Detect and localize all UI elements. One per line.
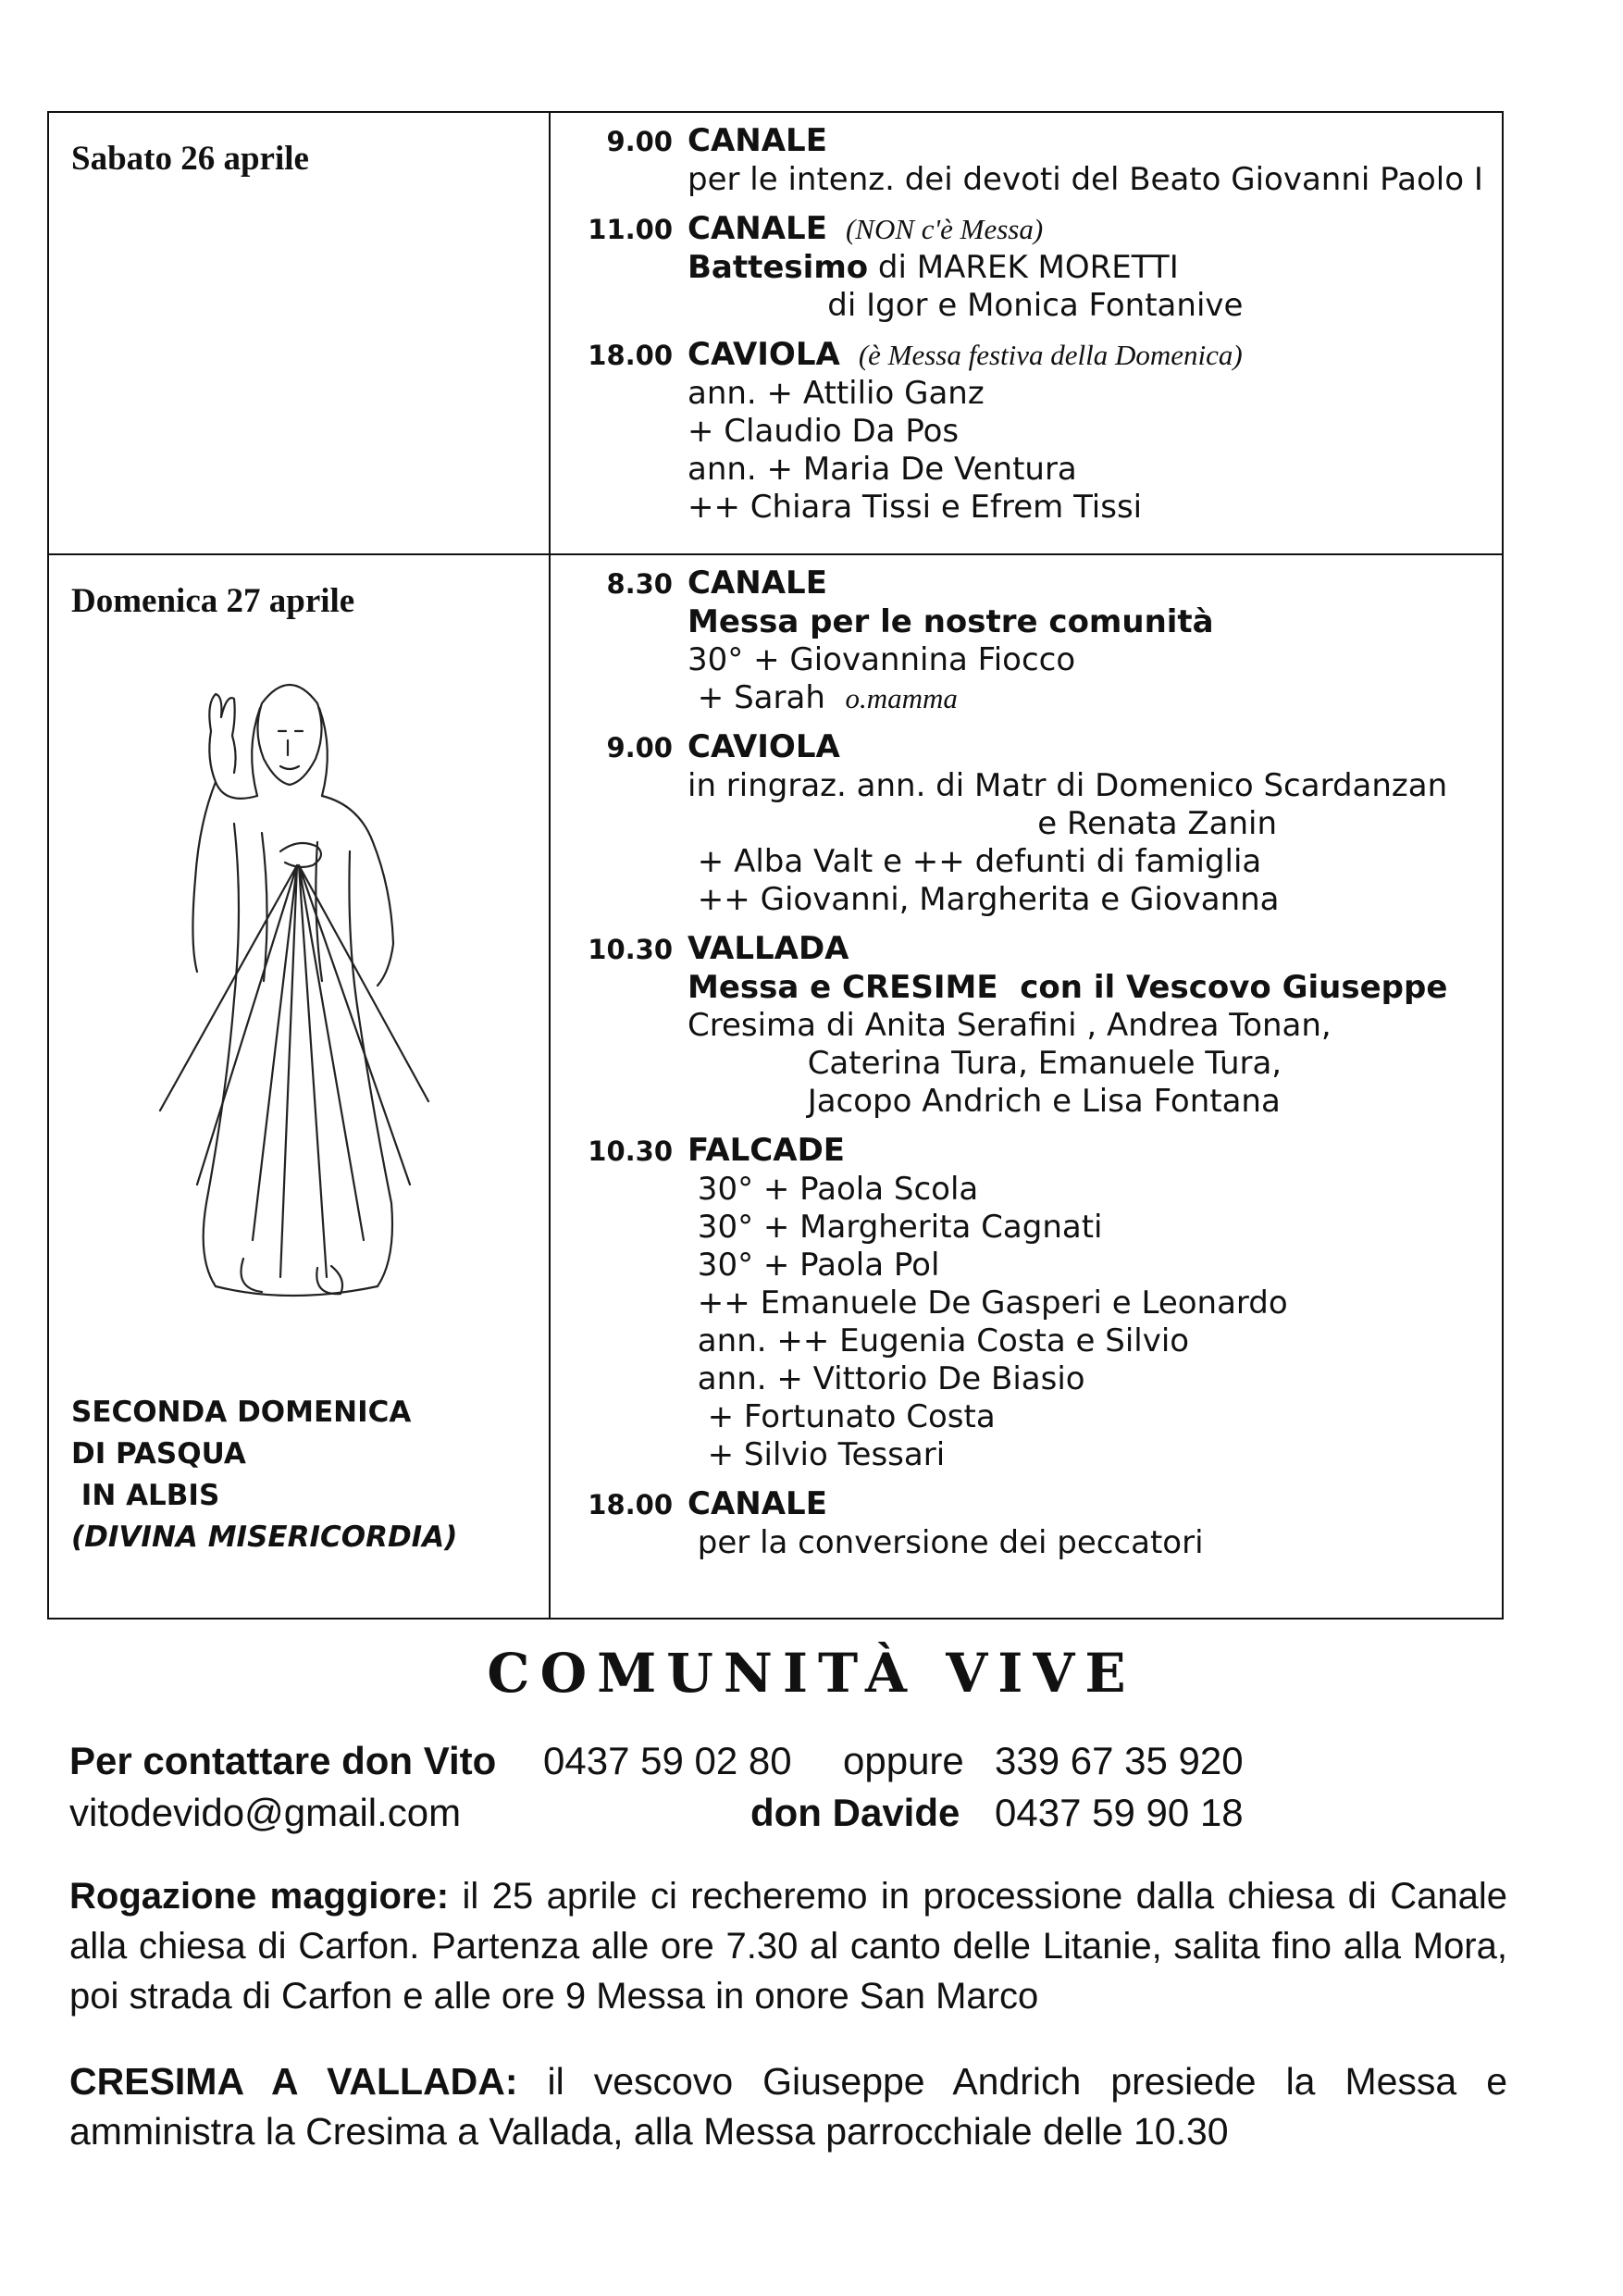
intention-text: 30° + Paola Pol [688,1247,940,1284]
intention-text: 30° + Margherita Cagnati [688,1209,1103,1246]
intention-text: ann. ++ Eugenia Costa e Silvio [688,1322,1190,1359]
intention-text: ann. + Maria De Ventura [688,451,1077,488]
mass-entry [571,122,1502,199]
intention-line [571,1247,1502,1285]
intention-line [571,161,1502,199]
sunday-caption [71,1392,457,1558]
intention-text: per le intenz. dei devoti del Beato Giovanni Paolo I [688,161,1483,198]
intention-text: ++ Giovanni, Margherita e Giovanna [688,881,1280,918]
day-cell [48,554,550,1619]
mass-place: CANALE [688,565,827,602]
mass-entry [571,336,1502,527]
intention-line [571,287,1502,325]
mass-header [571,122,1502,161]
mass-header [571,1132,1502,1171]
intention-line [571,767,1502,805]
caption-line: DI PASQUA [71,1437,246,1471]
intention-line [571,1285,1502,1322]
mass-entry [571,728,1502,919]
contacts-block [69,1735,1513,1839]
intention-text: ++ Chiara Tissi e Efrem Tissi [688,489,1143,526]
masses-cell [550,112,1503,554]
intention-line [571,1007,1502,1045]
mass-entry [571,1132,1502,1474]
mass-header [571,728,1502,767]
caption-line: SECONDA DOMENICA [71,1396,412,1429]
cresima-title: CRESIMA A VALLADA: [69,2060,518,2103]
intention-bold: Messa e CRESIME con il Vescovo Giuseppe [688,969,1448,1006]
divine-mercy-illustration [142,666,438,1333]
phone-vito-mobile[interactable]: 339 67 35 920 [995,1739,1244,1782]
rogazione-text: il 25 aprile ci recheremo in processione dalla chiesa di Canale alla chiesa di Carfon. Partenza alle ore 7.30 al canto delle Litanie, salita fino alla Mora, poi strada di Carfon e alle ore 9 Messa in onore San Marco [69,1876,1508,2017]
rogazione-paragraph [69,1871,1507,2021]
mass-time: 18.00 [588,1489,673,1520]
day-label: Domenica 27 aprile [71,582,355,620]
intention-line [571,1360,1502,1398]
intention-line [571,249,1502,287]
mass-time: 10.30 [588,1136,673,1167]
mass-note: (NON c'è Messa) [845,213,1044,245]
intention-italic: o.mamma [845,682,958,714]
mass-entry [571,565,1502,717]
intention-bold: Messa per le nostre comunità [688,603,1214,640]
intention-line [571,1398,1502,1436]
intention-text: + Claudio Da Pos [688,413,960,450]
intention-line [571,1322,1502,1360]
mass-place: CANALE [688,122,827,159]
mass-place: VALLADA [688,930,849,967]
intention-text: + Fortunato Costa [688,1398,996,1435]
intention-line [571,603,1502,641]
mass-place: FALCADE [688,1132,846,1169]
intention-text: ann. + Vittorio De Biasio [688,1360,1085,1397]
day-row-saturday [48,112,1503,554]
mass-place: CANALE [688,1485,827,1522]
mass-header [571,930,1502,969]
intention-text: di Igor e Monica Fontanive [688,287,1244,324]
intention-line [571,1083,1502,1121]
email-link[interactable]: vitodevido@gmail.com [69,1791,462,1834]
intention-line [571,881,1502,919]
intention-text: ++ Emanuele De Gasperi e Leonardo [688,1285,1288,1322]
cresima-text: il vescovo Giuseppe Andrich presiede la Messa e amministra la Cresima a Vallada, alla Messa parrocchiale delle 10.30 [69,2060,1507,2153]
mass-time: 10.30 [588,934,673,965]
intention-line [571,679,1502,717]
contact-row [69,1735,1513,1787]
cresima-paragraph [69,2056,1507,2156]
mass-header [571,1485,1502,1524]
intention-text: 30° + Giovannina Fiocco [688,641,1076,678]
mass-note: (è Messa festiva della Domenica) [858,339,1243,371]
mass-header [571,565,1502,603]
day-cell [48,112,550,554]
intention-line [571,1436,1502,1474]
contact-label: Per contattare don Vito [69,1739,497,1782]
caption-line: IN ALBIS [71,1479,220,1512]
intention-line [571,969,1502,1007]
rogazione-title: Rogazione maggiore: [69,1876,450,1917]
intention-line [571,451,1502,489]
intention-text: Cresima di Anita Serafini , Andrea Tonan, [688,1007,1332,1044]
intention-line [571,641,1502,679]
intention-line [571,1524,1502,1562]
mass-header [571,336,1502,375]
intention-line [571,489,1502,527]
mass-place: CAVIOLA [688,336,840,373]
mass-time: 9.00 [606,732,673,763]
caption-line: (DIVINA MISERICORDIA) [71,1520,458,1554]
intention-text: per la conversione dei peccatori [688,1524,1204,1561]
intention-text: Caterina Tura, Emanuele Tura, [688,1045,1282,1082]
mass-time: 18.00 [588,340,673,371]
intention-text: + Alba Valt e ++ defunti di famiglia [688,843,1262,880]
day-row-sunday [48,554,1503,1619]
mass-time: 8.30 [606,568,673,600]
mass-time: 11.00 [588,214,673,245]
intention-text: in ringraz. ann. di Matr di Domenico Scardanzan [688,767,1448,804]
schedule-table [47,111,1504,1620]
mass-time: 9.00 [606,126,673,157]
bulletin-title: COMUNITÀ VIVE [487,1642,1136,1705]
mass-header [571,210,1502,249]
mass-place: CAVIOLA [688,728,840,765]
oppure-text: oppure [843,1739,964,1782]
intention-bold: Battesimo [688,249,869,286]
mass-entry [571,1485,1502,1562]
intention-text: ann. + Attilio Ganz [688,375,985,412]
intention-text: e Renata Zanin [688,805,1278,842]
intention-line [571,375,1502,413]
intention-line [571,1045,1502,1083]
contact-row [69,1787,1513,1839]
phone-vito[interactable]: 0437 59 02 80 [543,1739,792,1782]
intention-line [571,413,1502,451]
intention-line [571,1209,1502,1247]
intention-text: + Silvio Tessari [688,1436,946,1473]
intention-line [571,805,1502,843]
mass-entry [571,210,1502,325]
intention-text: + Sarah [688,679,846,716]
day-label: Sabato 26 aprile [71,140,309,178]
intention-line [571,1171,1502,1209]
mass-entry [571,930,1502,1121]
intention-text: Jacopo Andrich e Lisa Fontana [688,1083,1281,1120]
intention-text: 30° + Paola Scola [688,1171,979,1208]
davide-label: don Davide [750,1791,960,1834]
intention-line [571,843,1502,881]
phone-davide[interactable]: 0437 59 90 18 [995,1791,1244,1834]
mass-place: CANALE [688,210,827,247]
masses-cell [550,554,1503,1619]
intention-text: di MAREK MORETTI [868,249,1179,286]
